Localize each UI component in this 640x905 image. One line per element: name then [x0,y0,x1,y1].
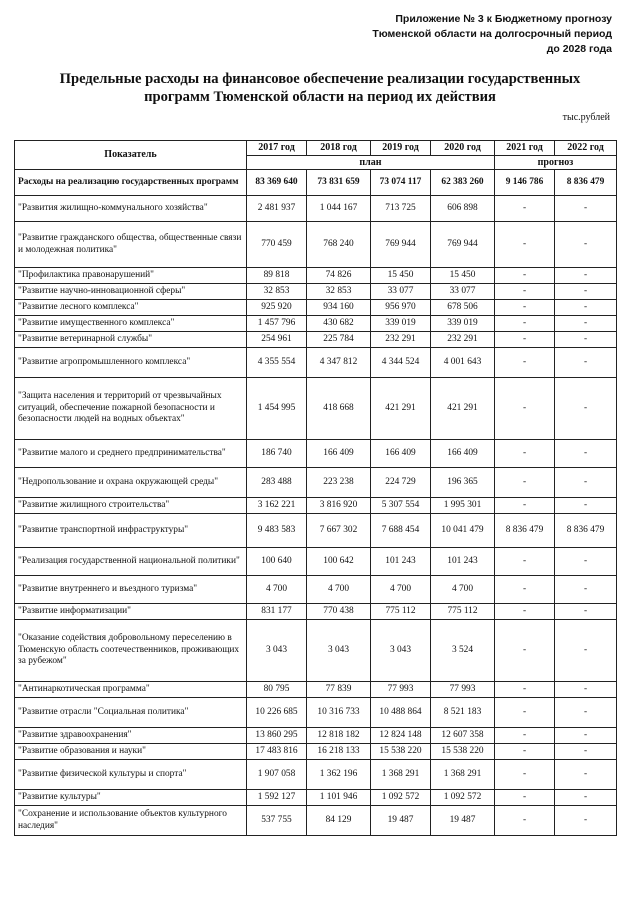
year-value: 15 450 [371,268,431,284]
year-value: - [495,440,555,468]
year-value: 80 795 [247,682,307,698]
program-name: "Развитие отрасли "Социальная политика" [15,698,247,728]
year-value: - [555,760,617,790]
year-value: 1 454 995 [247,378,307,440]
year-value: - [495,468,555,498]
table-row [15,790,617,806]
year-value: 83 369 640 [247,170,307,196]
table-row [15,378,617,440]
year-value: - [495,728,555,744]
year-value: 1 092 572 [431,790,495,806]
year-value: 775 112 [431,604,495,620]
year-value: 15 450 [431,268,495,284]
year-value: 166 409 [307,440,371,468]
year-value: - [495,268,555,284]
table-row [15,316,617,332]
year-value: - [495,222,555,268]
program-name: "Развитие малого и среднего предпринимательства" [15,440,247,468]
year-value: 5 307 554 [371,498,431,514]
year-value: 223 238 [307,468,371,498]
year-value: 831 177 [247,604,307,620]
year-value: 15 538 220 [371,744,431,760]
year-value: 3 816 920 [307,498,371,514]
program-name: "Развитие информатизации" [15,604,247,620]
year-value: 77 993 [371,682,431,698]
year-value: 4 700 [307,576,371,604]
document-title: Предельные расходы на финансовое обеспечение реализации государственных программ Тюменской области на период их действия [59,71,581,105]
year-value: 225 784 [307,332,371,348]
year-value: 8 836 479 [495,514,555,548]
program-name: "Развитие агропромышленного комплекса" [15,348,247,378]
year-value: 3 043 [247,620,307,682]
year-value: - [495,332,555,348]
year-value: - [555,268,617,284]
year-value: - [495,316,555,332]
table-row [15,744,617,760]
table-row [15,222,617,268]
year-value: - [495,576,555,604]
header-year: 2019 год [371,141,431,156]
year-value: - [495,698,555,728]
table-row [15,576,617,604]
year-value: 770 438 [307,604,371,620]
program-name: "Развитие здравоохранения" [15,728,247,744]
year-value: 224 729 [371,468,431,498]
table-row [15,682,617,698]
appendix-line: Тюменской области на долгосрочный период [372,28,612,40]
year-value: 186 740 [247,440,307,468]
header-year: 2022 год [555,141,617,156]
program-name: "Сохранение и использование объектов культурного наследия" [15,806,247,836]
appendix-line: до 2028 года [546,43,612,55]
year-value: 84 129 [307,806,371,836]
year-value: - [495,760,555,790]
table-row [15,300,617,316]
table-row [15,284,617,300]
year-value: 3 162 221 [247,498,307,514]
year-value: 606 898 [431,196,495,222]
table-row [15,806,617,836]
program-name: "Оказание содействия добровольному переселению в Тюменскую область соотечественников, проживающих за рубежом" [15,620,247,682]
year-value: - [495,284,555,300]
table-row [15,348,617,378]
year-value: 1 044 167 [307,196,371,222]
program-name: "Развитие жилищного строительства" [15,498,247,514]
year-value: - [495,378,555,440]
year-value: 89 818 [247,268,307,284]
program-name: "Развитие образования и науки" [15,744,247,760]
year-value: 4 347 812 [307,348,371,378]
year-value: 73 831 659 [307,170,371,196]
header-plan: план [247,156,495,170]
year-value: - [495,790,555,806]
year-value: 101 243 [371,548,431,576]
year-value: 1 368 291 [371,760,431,790]
year-value: 7 667 302 [307,514,371,548]
year-value: 33 077 [431,284,495,300]
year-value: 10 488 864 [371,698,431,728]
year-value: 934 160 [307,300,371,316]
year-value: 1 457 796 [247,316,307,332]
year-value: 430 682 [307,316,371,332]
year-value: 713 725 [371,196,431,222]
year-value: 12 824 148 [371,728,431,744]
year-value: 3 043 [371,620,431,682]
year-value: 254 961 [247,332,307,348]
program-name: "Развитие культуры" [15,790,247,806]
program-name: "Развитие научно-инновационной сферы" [15,284,247,300]
year-value: 100 640 [247,548,307,576]
year-value: 769 944 [431,222,495,268]
year-value: - [555,468,617,498]
year-value: 9 483 583 [247,514,307,548]
year-value: 13 860 295 [247,728,307,744]
year-value: 12 818 182 [307,728,371,744]
year-value: 166 409 [431,440,495,468]
year-value: 3 043 [307,620,371,682]
year-value: - [555,604,617,620]
table-body [15,170,617,836]
year-value: - [555,548,617,576]
year-value: 1 362 196 [307,760,371,790]
year-value: - [555,440,617,468]
year-value: - [555,316,617,332]
year-value: - [495,300,555,316]
year-value: 925 920 [247,300,307,316]
year-value: - [555,790,617,806]
year-value: 19 487 [371,806,431,836]
program-name: "Развитие внутреннего и въездного туризма" [15,576,247,604]
year-value: 10 041 479 [431,514,495,548]
year-value: 100 642 [307,548,371,576]
year-value: 73 074 117 [371,170,431,196]
year-value: 421 291 [431,378,495,440]
year-value: 19 487 [431,806,495,836]
year-value: - [555,196,617,222]
year-value: 196 365 [431,468,495,498]
year-value: 4 001 643 [431,348,495,378]
year-value: 4 700 [371,576,431,604]
header-year: 2017 год [247,141,307,156]
expenses-table [14,140,617,836]
year-value: - [495,196,555,222]
header-year: 2018 год [307,141,371,156]
program-name: "Реализация государственной национальной политики" [15,548,247,576]
table-row [15,698,617,728]
year-value: 956 970 [371,300,431,316]
table-row [15,548,617,576]
program-name: "Развитие гражданского общества, общественные связи и молодежная политика" [15,222,247,268]
table-row [15,332,617,348]
year-value: 4 344 524 [371,348,431,378]
year-value: - [555,300,617,316]
year-value: - [495,604,555,620]
year-value: - [555,698,617,728]
year-value: 101 243 [431,548,495,576]
year-value: 339 019 [431,316,495,332]
table-row [15,604,617,620]
year-value: 12 607 358 [431,728,495,744]
program-name: "Развития жилищно-коммунального хозяйства" [15,196,247,222]
header-year: 2020 год [431,141,495,156]
year-value: 74 826 [307,268,371,284]
table-row [15,514,617,548]
year-value: 4 700 [431,576,495,604]
year-value: - [495,348,555,378]
table-row [15,498,617,514]
table-row [15,760,617,790]
year-value: 4 700 [247,576,307,604]
year-value: - [555,682,617,698]
year-value: 775 112 [371,604,431,620]
year-value: - [555,744,617,760]
year-value: 1 101 946 [307,790,371,806]
year-value: - [555,378,617,440]
table-row [15,620,617,682]
year-value: - [495,620,555,682]
year-value: 421 291 [371,378,431,440]
year-value: 4 355 554 [247,348,307,378]
table-row [15,196,617,222]
year-value: 1 592 127 [247,790,307,806]
year-value: - [555,332,617,348]
program-name: "Развитие ветеринарной службы" [15,332,247,348]
year-value: - [555,806,617,836]
table-row [15,440,617,468]
appendix-note [312,12,612,57]
year-value: 1 368 291 [431,760,495,790]
program-name: "Защита населения и территорий от чрезвычайных ситуаций, обеспечение пожарной безопасности и безопасности людей на водных объектах" [15,378,247,440]
year-value: 678 506 [431,300,495,316]
year-value: 1 907 058 [247,760,307,790]
program-name: "Развитие физической культуры и спорта" [15,760,247,790]
year-value: 769 944 [371,222,431,268]
year-value: 283 488 [247,468,307,498]
year-value: 77 839 [307,682,371,698]
table-row [15,268,617,284]
program-name: Расходы на реализацию государственных программ [15,170,247,196]
year-value: - [555,728,617,744]
year-value: 770 459 [247,222,307,268]
year-value: - [555,576,617,604]
year-value: 3 524 [431,620,495,682]
year-value: 33 077 [371,284,431,300]
year-value: 1 092 572 [371,790,431,806]
year-value: 32 853 [247,284,307,300]
year-value: 537 755 [247,806,307,836]
appendix-line: Приложение № 3 к Бюджетному прогнозу [395,13,612,25]
year-value: - [555,620,617,682]
units-label: тыс.рублей [562,112,610,123]
header-forecast: прогноз [495,156,617,170]
header-year: 2021 год [495,141,555,156]
year-value: 232 291 [371,332,431,348]
year-value: 62 383 260 [431,170,495,196]
year-value: 16 218 133 [307,744,371,760]
year-value: 339 019 [371,316,431,332]
year-value: - [495,498,555,514]
year-value: - [495,806,555,836]
year-value: 77 993 [431,682,495,698]
table-row [15,170,617,196]
table-row [15,468,617,498]
year-value: - [555,498,617,514]
year-value: 10 316 733 [307,698,371,728]
year-value: - [495,682,555,698]
year-value: 2 481 937 [247,196,307,222]
program-name: "Недропользование и охрана окружающей среды" [15,468,247,498]
year-value: 32 853 [307,284,371,300]
table-row [15,728,617,744]
year-value: - [495,548,555,576]
program-name: "Развитие лесного комплекса" [15,300,247,316]
year-value: 166 409 [371,440,431,468]
program-name: "Развитие имущественного комплекса" [15,316,247,332]
program-name: "Профилактика правонарушений" [15,268,247,284]
header-indicator: Показатель [15,141,247,170]
year-value: 8 836 479 [555,170,617,196]
year-value: 232 291 [431,332,495,348]
year-value: 7 688 454 [371,514,431,548]
year-value: 418 668 [307,378,371,440]
year-value: 8 836 479 [555,514,617,548]
program-name: "Развитие транспортной инфраструктуры" [15,514,247,548]
year-value: 768 240 [307,222,371,268]
year-value: - [555,222,617,268]
year-value: - [555,348,617,378]
year-value: - [555,284,617,300]
year-value: 10 226 685 [247,698,307,728]
year-value: 15 538 220 [431,744,495,760]
year-value: 8 521 183 [431,698,495,728]
year-value: - [495,744,555,760]
year-value: 1 995 301 [431,498,495,514]
year-value: 9 146 786 [495,170,555,196]
year-value: 17 483 816 [247,744,307,760]
program-name: "Антинаркотическая программа" [15,682,247,698]
